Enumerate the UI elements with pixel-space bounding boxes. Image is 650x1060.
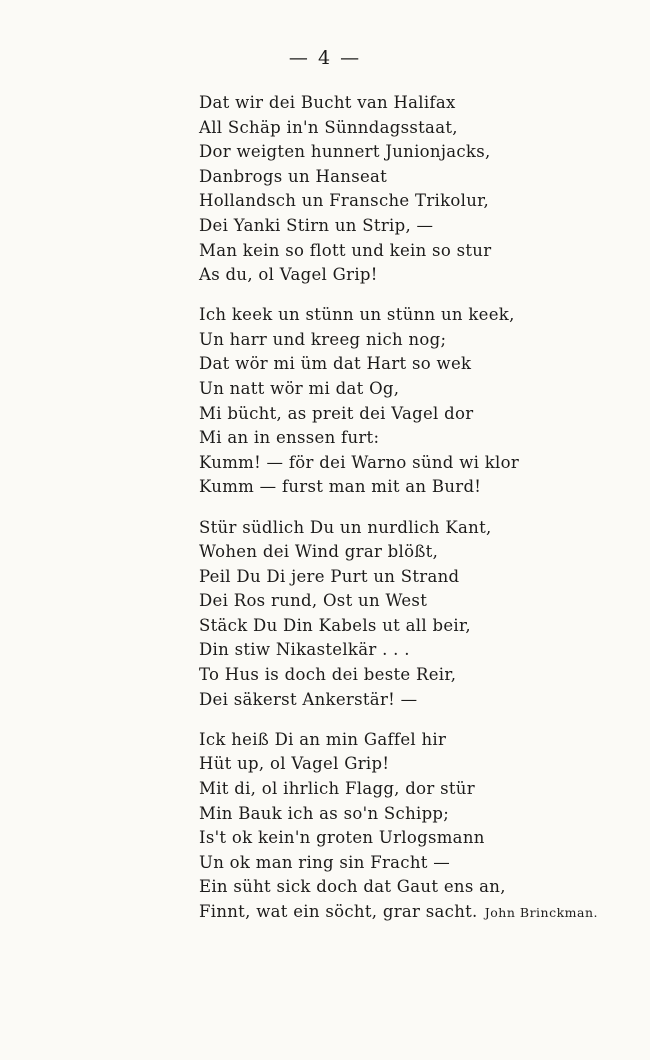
poem-line: Hüt up, ol Vagel Grip!: [199, 754, 390, 774]
poem-line: Dor weigten hunnert Junionjacks,: [199, 142, 491, 162]
poem-line: Is't ok kein'n groten Urlogsmann: [199, 828, 485, 848]
poem-line: Ich keek un stünn un stünn un keek,: [199, 305, 515, 325]
poem-line: All Schäp in'n Sünndagsstaat,: [199, 117, 458, 137]
poem-line: Dei Yanki Stirn un Strip, —: [199, 215, 434, 235]
poem-line: Dat wir dei Bucht van Halifax: [199, 93, 456, 112]
poem-line: Peil Du Di jere Purt un Strand: [199, 566, 460, 586]
poem-line: Mit di, ol ihrlich Flagg, dor stür: [199, 778, 475, 798]
poem-line: Ick heiß Di an min Gaffel hir: [199, 729, 447, 749]
poem-line: Stäck Du Din Kabels ut all beir,: [199, 615, 471, 635]
stanza: [199, 91, 619, 288]
poem-line: Finnt, wat ein söcht, grar sacht.: [199, 901, 478, 921]
stanza: [199, 303, 619, 500]
poem-line: Ein süht sick doch dat Gaut ens an,: [199, 877, 506, 897]
poem-line: Min Bauk ich as so'n Schipp;: [199, 803, 450, 823]
poem-line: Kumm — furst man mit an Burd!: [199, 477, 482, 497]
poem-line: Dei säkerst Ankerstär! —: [199, 689, 418, 709]
poem-line: Dat wör mi üm dat Hart so wek: [199, 354, 472, 374]
poem-line: Hollandsch un Fransche Trikolur,: [199, 191, 490, 211]
poem-line: Kumm! — för dei Warno sünd wi klor: [199, 452, 520, 472]
poem-line: To Hus is doch dei beste Reir,: [199, 665, 457, 685]
poem-line: As du, ol Vagel Grip!: [199, 265, 378, 285]
page-number: — 4 —: [288, 47, 362, 69]
author-signature: John Brinckman.: [484, 905, 598, 920]
poem-line: Mi bücht, as preit dei Vagel dor: [199, 403, 474, 423]
poem-line: Danbrogs un Hanseat: [199, 166, 388, 186]
poem-line: Stür südlich Du un nurdlich Kant,: [199, 517, 492, 537]
poem-line: Wohen dei Wind grar blößt,: [199, 542, 439, 562]
poem-line: Din stiw Nikastelkär . . .: [199, 640, 410, 660]
poem-line: Mi an in enssen furt:: [199, 428, 380, 448]
poem-line: Un harr und kreeg nich nog;: [199, 329, 447, 349]
stanza: [199, 728, 619, 925]
stanza: [199, 516, 619, 713]
poem-line: Dei Ros rund, Ost un West: [199, 591, 428, 611]
poem-line: Un ok man ring sin Fracht —: [199, 852, 451, 872]
poem: [199, 91, 619, 940]
poem-line: Man kein so flott und kein so stur: [199, 240, 492, 260]
poem-line: Un natt wör mi dat Og,: [199, 379, 400, 399]
